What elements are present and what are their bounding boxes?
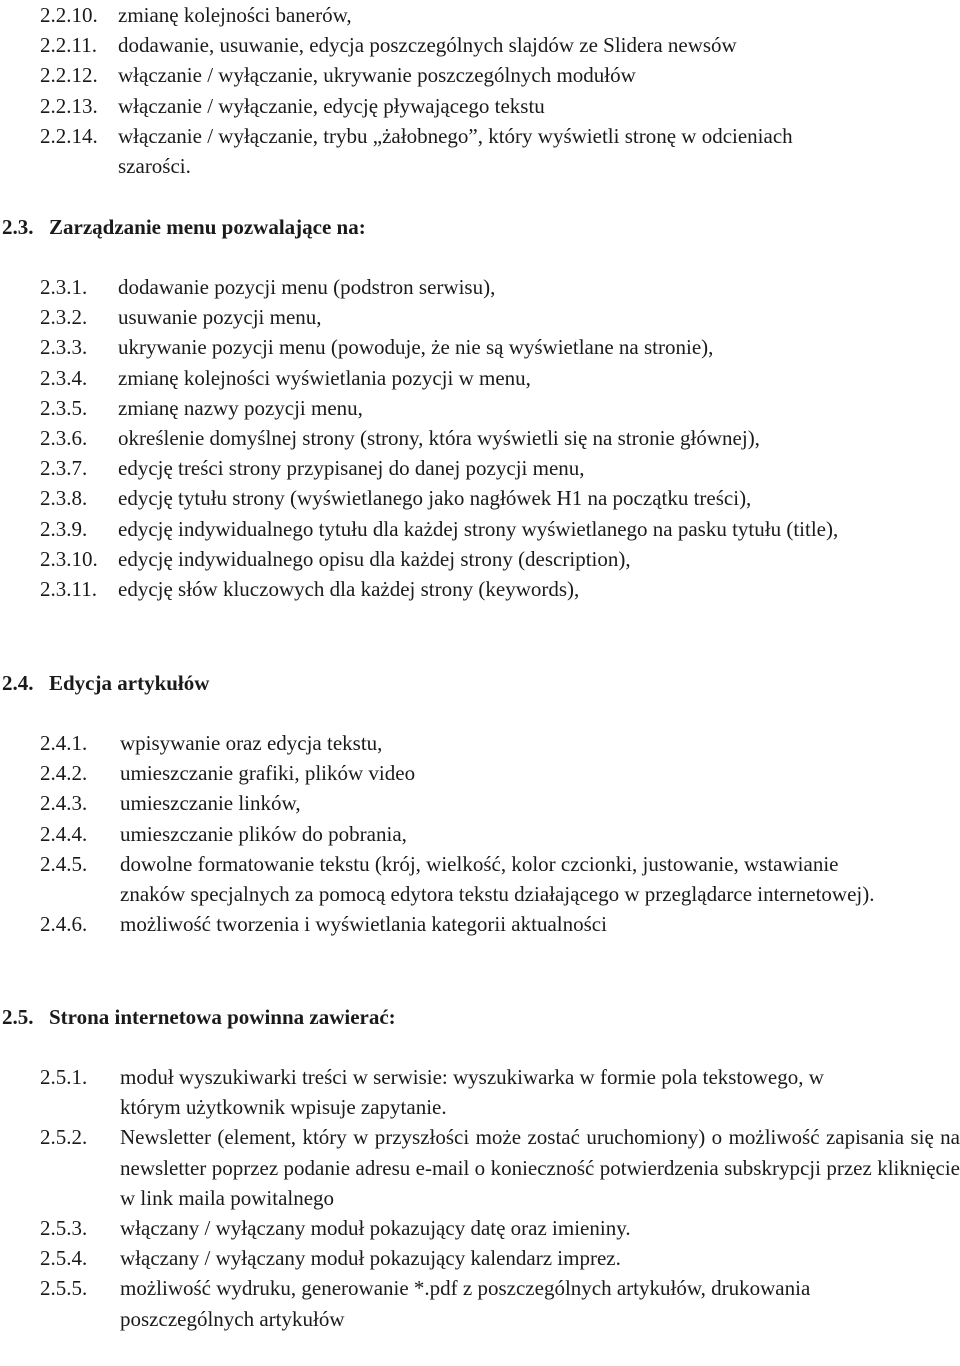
- list-item: [40, 332, 960, 362]
- item-number: 2.3.1.: [40, 275, 88, 299]
- item-text: dodawanie, usuwanie, edycja poszczególnych slajdów ze Slidera newsów: [118, 33, 737, 58]
- list-item: [40, 1243, 960, 1273]
- list-item: [40, 909, 940, 939]
- heading-title: Strona internetowa powinna zawierać:: [49, 1005, 396, 1029]
- item-number: 2.4.3.: [40, 791, 88, 816]
- list-item: [40, 1122, 960, 1213]
- list-item: [40, 1062, 830, 1122]
- section-2-5-list: [40, 1062, 960, 1334]
- item-text: edycję słów kluczowych dla każdej strony (keywords),: [118, 577, 580, 602]
- item-number: 2.3.9.: [40, 516, 88, 541]
- item-number: 2.2.12.: [40, 63, 98, 88]
- item-text: umieszczanie plików do pobrania,: [120, 821, 407, 846]
- item-number: 2.2.10.: [40, 3, 98, 27]
- item-number: 2.5.5.: [40, 1276, 88, 1301]
- section-heading-2-4: [2, 668, 209, 698]
- item-number: 2.2.14.: [40, 123, 98, 148]
- item-text: możliwość tworzenia i wyświetlania kategorii aktualności: [120, 912, 607, 937]
- item-text: usuwanie pozycji menu,: [118, 305, 322, 330]
- item-text: zmianę kolejności banerów,: [118, 3, 352, 27]
- item-number: 2.3.2.: [40, 305, 88, 330]
- list-item: [40, 1273, 870, 1333]
- item-text: wpisywanie oraz edycja tekstu,: [120, 731, 383, 755]
- item-text: Newsletter (element, który w przyszłości może zostać uruchomiony) o możliwość zapisania się na newsletter poprzez podanie adresu e-mail o konieczność potwierdzenia subskrypcji przez kliknięcie w link maila powitalnego: [120, 1125, 960, 1210]
- item-number: 2.3.10.: [40, 546, 98, 571]
- list-item: [40, 91, 940, 121]
- list-item: [40, 121, 830, 181]
- item-text: włączany / wyłączany moduł pokazujący kalendarz imprez.: [120, 1246, 621, 1271]
- list-item: [40, 788, 940, 818]
- item-number: 2.3.3.: [40, 335, 88, 360]
- item-number: 2.3.7.: [40, 456, 88, 481]
- list-item: [40, 30, 940, 60]
- list-item: [40, 272, 960, 302]
- list-item: [40, 849, 875, 909]
- heading-number: 2.3.: [2, 215, 34, 239]
- item-number: 2.3.11.: [40, 577, 97, 602]
- list-item: [40, 574, 960, 604]
- list-item: [40, 819, 940, 849]
- item-number: 2.4.5.: [40, 851, 88, 876]
- section-heading-2-5: [2, 1002, 396, 1032]
- item-number: 2.4.4.: [40, 821, 88, 846]
- item-text: dowolne formatowanie tekstu (krój, wielkość, kolor czcionki, justowanie, wstawianie znaków specjalnych za pomocą edytora tekstu działającego w przeglądarce internetowej).: [120, 851, 875, 907]
- item-number: 2.3.6.: [40, 426, 88, 451]
- list-item: [40, 483, 960, 513]
- item-text: włączanie / wyłączanie, ukrywanie poszczególnych modułów: [118, 63, 636, 88]
- item-text: zmianę kolejności wyświetlania pozycji w menu,: [118, 365, 531, 390]
- list-item: [40, 60, 940, 90]
- section-heading-2-3: [2, 212, 366, 242]
- item-text: dodawanie pozycji menu (podstron serwisu),: [118, 275, 496, 299]
- list-item: [40, 728, 940, 758]
- heading-title: Edycja artykułów: [49, 671, 210, 695]
- item-number: 2.4.2.: [40, 761, 88, 786]
- item-text: edycję indywidualnego opisu dla każdej strony (description),: [118, 546, 631, 571]
- item-text: ukrywanie pozycji menu (powoduje, że nie są wyświetlane na stronie),: [118, 335, 714, 360]
- item-number: 2.3.8.: [40, 486, 88, 511]
- list-item: [40, 453, 960, 483]
- item-number: 2.3.5.: [40, 395, 88, 420]
- item-text: włączanie / wyłączanie, trybu „żałobnego”, który wyświetli stronę w odcieniach szarości.: [118, 123, 793, 179]
- section-2-4-list: [40, 728, 940, 939]
- item-number: 2.4.6.: [40, 912, 88, 937]
- heading-number: 2.4.: [2, 671, 34, 695]
- item-text: umieszczanie grafiki, plików video: [120, 761, 416, 786]
- item-text: edycję treści strony przypisanej do danej pozycji menu,: [118, 456, 585, 481]
- item-number: 2.2.11.: [40, 33, 97, 58]
- item-text: określenie domyślnej strony (strony, która wyświetli się na stronie głównej),: [118, 426, 760, 451]
- item-text: zmianę nazwy pozycji menu,: [118, 395, 363, 420]
- list-item: [40, 544, 960, 574]
- list-item: [40, 758, 940, 788]
- heading-title: Zarządzanie menu pozwalające na:: [49, 215, 366, 239]
- item-text: możliwość wydruku, generowanie *.pdf z poszczególnych artykułów, drukowania poszczególnych artykułów: [120, 1276, 811, 1331]
- item-text: włączanie / wyłączanie, edycję pływającego tekstu: [118, 93, 545, 118]
- item-text: moduł wyszukiwarki treści w serwisie: wyszukiwarka w formie pola tekstowego, w którym użytkownik wpisuje zapytanie.: [120, 1065, 824, 1120]
- list-item: [40, 1213, 960, 1243]
- item-number: 2.5.1.: [40, 1065, 88, 1089]
- section-2-2-list: [40, 0, 940, 181]
- heading-number: 2.5.: [2, 1005, 34, 1029]
- item-text: edycję indywidualnego tytułu dla każdej strony wyświetlanego na pasku tytułu (title),: [118, 516, 839, 541]
- item-text: włączany / wyłączany moduł pokazujący datę oraz imieniny.: [120, 1216, 631, 1241]
- item-number: 2.5.2.: [40, 1125, 88, 1150]
- item-number: 2.5.3.: [40, 1216, 88, 1241]
- item-text: edycję tytułu strony (wyświetlanego jako nagłówek H1 na początku treści),: [118, 486, 752, 511]
- list-item: [40, 393, 960, 423]
- item-text: umieszczanie linków,: [120, 791, 301, 816]
- list-item: [40, 302, 960, 332]
- item-number: 2.5.4.: [40, 1246, 88, 1271]
- item-number: 2.4.1.: [40, 731, 88, 755]
- list-item: [40, 0, 940, 30]
- item-number: 2.3.4.: [40, 365, 88, 390]
- list-item: [40, 423, 960, 453]
- list-item: [40, 514, 960, 544]
- section-2-3-list: [40, 272, 960, 604]
- list-item: [40, 363, 960, 393]
- item-number: 2.2.13.: [40, 93, 98, 118]
